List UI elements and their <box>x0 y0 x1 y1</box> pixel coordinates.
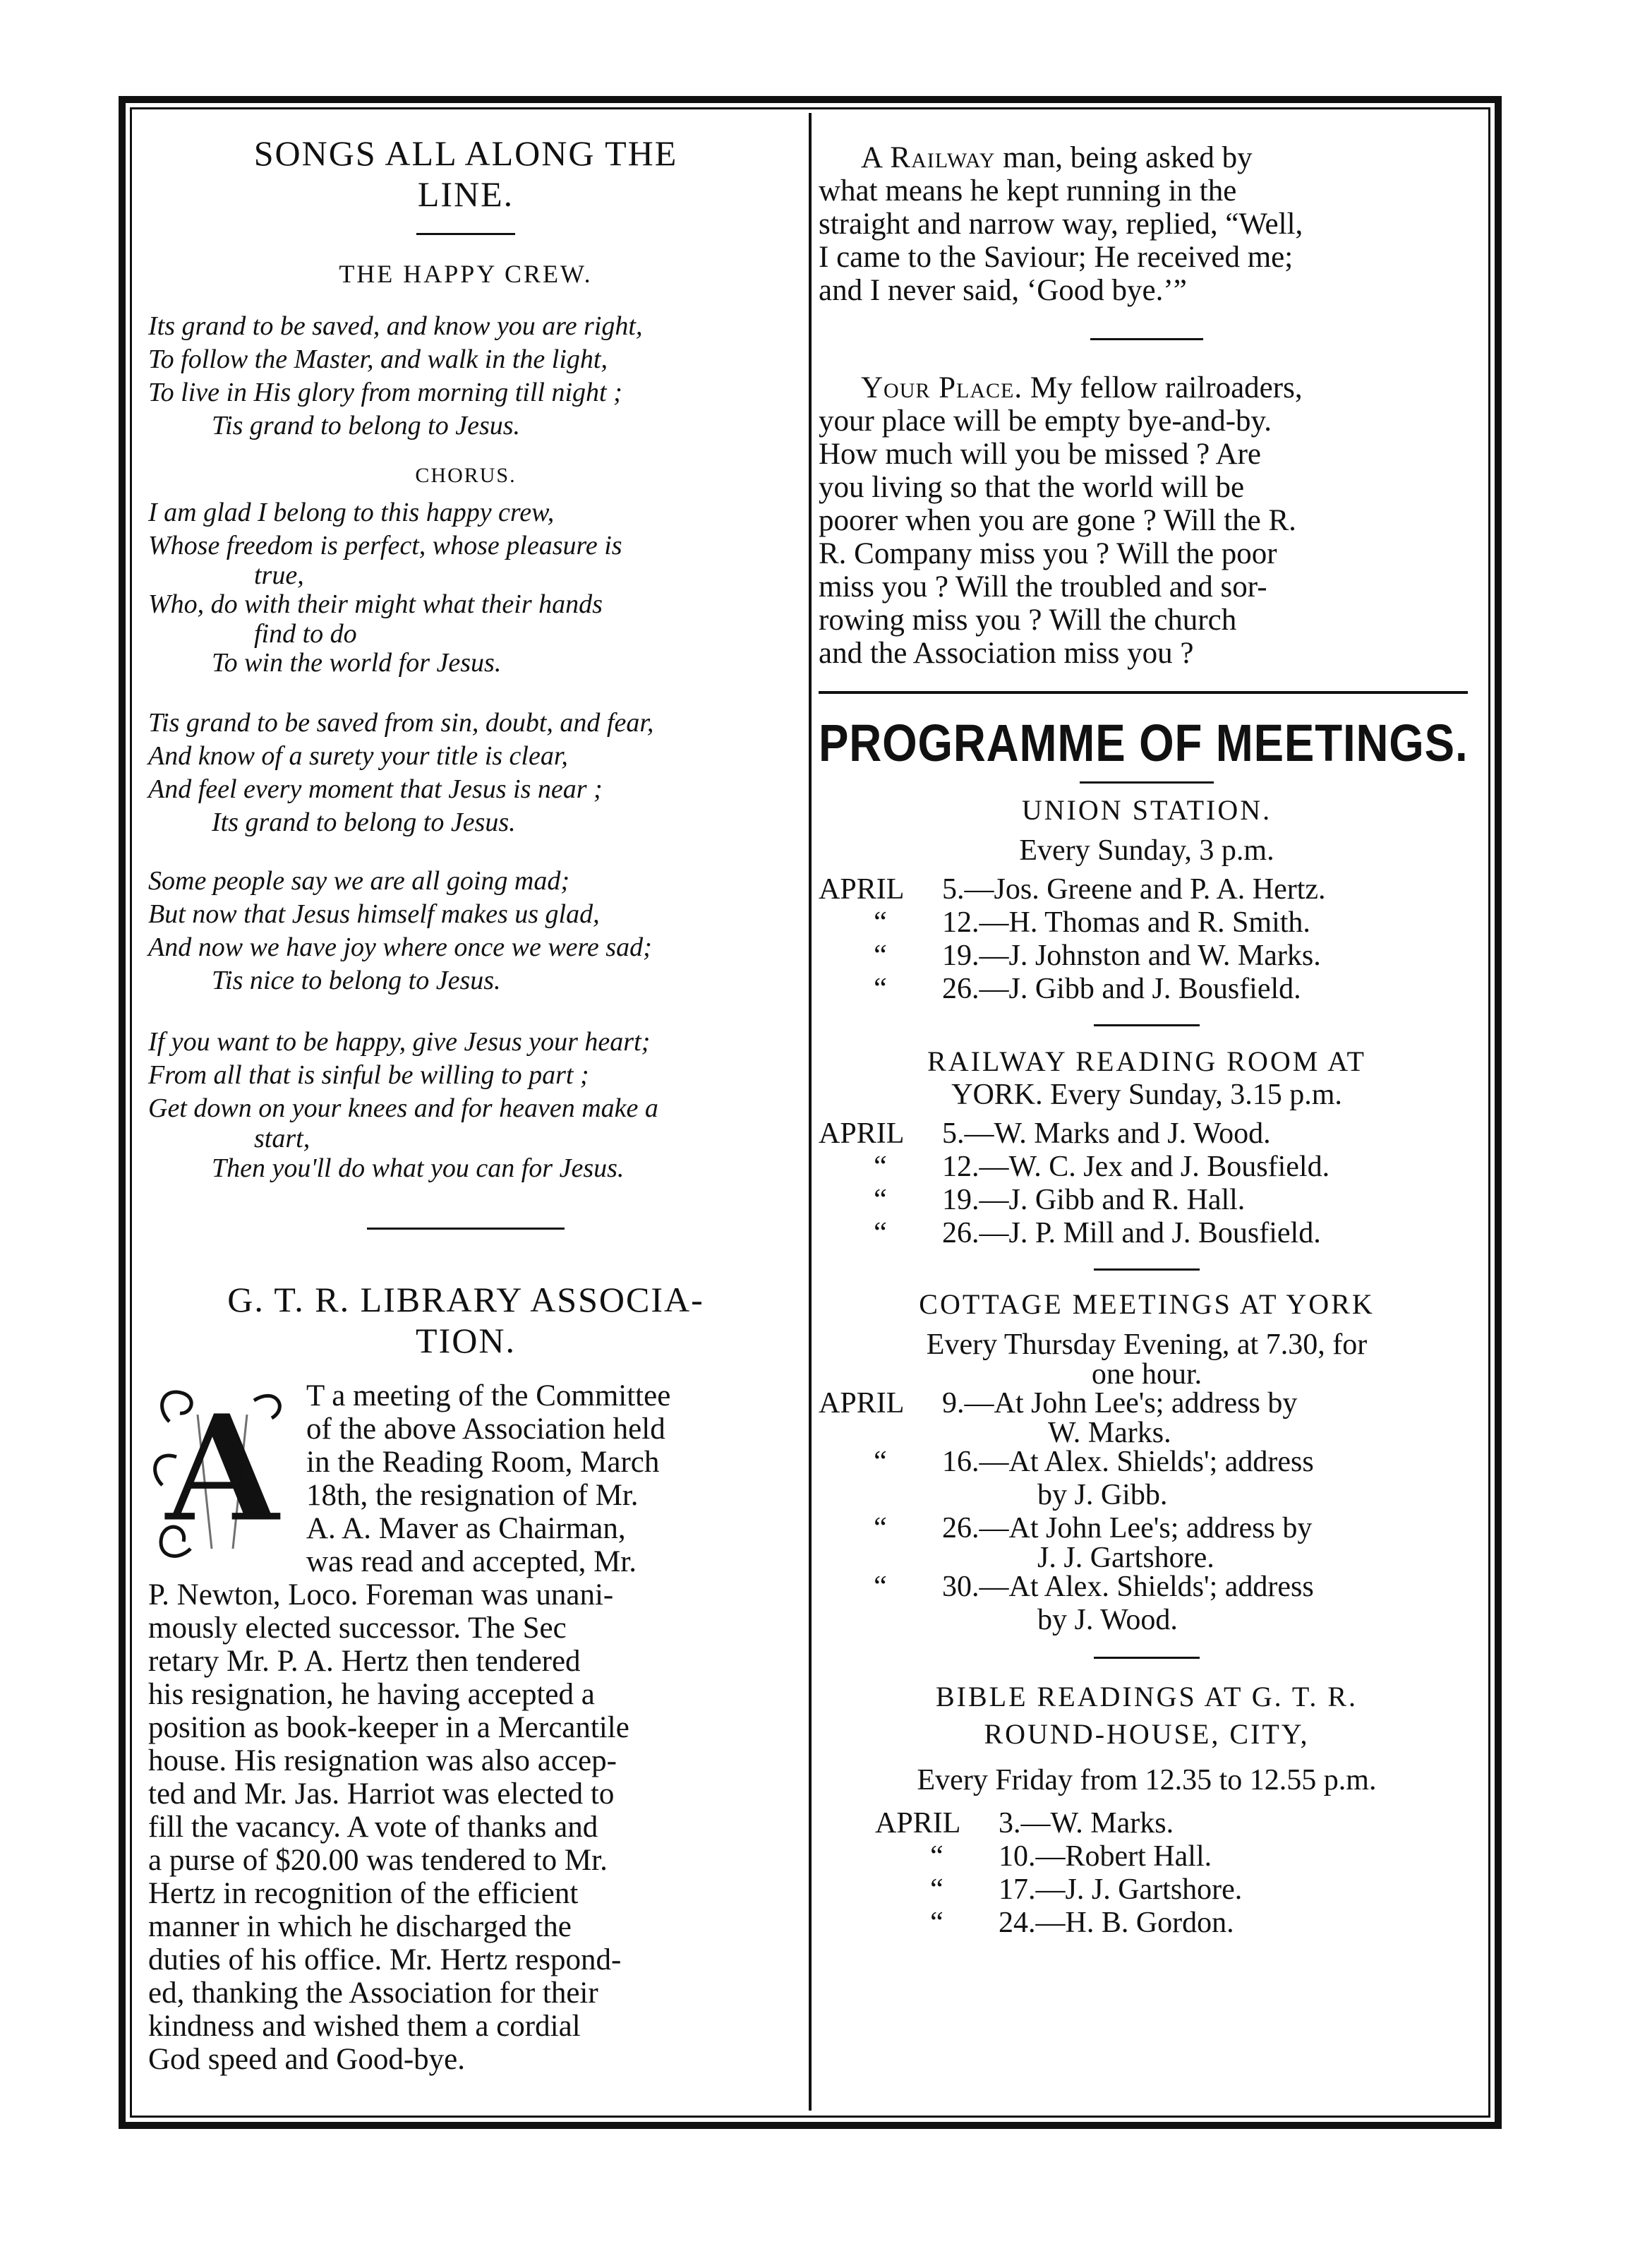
cottage-when-line1: Every Thursday Evening, at 7.30, for <box>926 1328 1368 1361</box>
verse-line: And know of a surety your title is clear, <box>148 741 568 771</box>
verse-line: From all that is sinful be willing to part ; <box>148 1060 589 1090</box>
bible-when: Every Friday from 12.35 to 12.55 p.m. <box>917 1764 1377 1796</box>
divider <box>367 1228 565 1230</box>
ditto-mark: “ <box>874 1151 887 1183</box>
programme-title: PROGRAMME OF MEETINGS. <box>819 714 1469 772</box>
bible-schedule <box>819 1807 1475 1940</box>
verse-line: find to do <box>254 619 357 649</box>
your-place-paragraph <box>819 371 1475 670</box>
songs-title-line1: SONGS ALL ALONG THE <box>253 133 678 173</box>
songs-subtitle: THE HAPPY CREW. <box>339 260 593 288</box>
paragraph-line: in the Reading Room, March <box>306 1446 660 1479</box>
paragraph-line: God speed and Good-bye. <box>148 2043 466 2076</box>
ornate-dropcap-icon <box>148 1379 296 1570</box>
schedule-entry: 19.—J. Johnston and W. Marks. <box>942 940 1321 972</box>
verse-line: Some people say we are all going mad; <box>148 866 569 896</box>
railway-man-paragraph <box>819 141 1475 307</box>
verse-line: Tis grand to be saved from sin, doubt, and fear, <box>148 708 654 738</box>
paragraph-line: duties of his office. Mr. Hertz respond- <box>148 1943 622 1976</box>
reading-room-title-line1: RAILWAY READING ROOM AT <box>927 1045 1366 1077</box>
paragraph-line: what means he kept running in the <box>819 174 1237 208</box>
paragraph-line: man, being asked by <box>995 141 1253 174</box>
ditto-mark: “ <box>874 1446 887 1478</box>
union-when: Every Sunday, 3 p.m. <box>1019 834 1274 867</box>
stanza-1 <box>148 310 783 443</box>
left-column <box>148 127 783 2076</box>
bible-title-line2: ROUND-HOUSE, CITY, <box>984 1718 1310 1750</box>
paragraph-line: rowing miss you ? Will the church <box>819 604 1237 637</box>
schedule-entry: 10.—Robert Hall. <box>999 1840 1212 1873</box>
stanza-3 <box>148 865 783 997</box>
verse-line: Tis nice to belong to Jesus. <box>212 966 501 995</box>
schedule-entry: 26.—At John Lee's; address by <box>942 1512 1313 1544</box>
right-column <box>819 127 1475 1940</box>
paragraph-line: T a meeting of the Committee <box>306 1379 671 1412</box>
paragraph-line: and the Association miss you ? <box>819 637 1194 670</box>
verse-line: Its grand to be saved, and know you are right, <box>148 311 643 341</box>
verse-line: To follow the Master, and walk in the light, <box>148 344 608 374</box>
paragraph-line: retary Mr. P. A. Hertz then tendered <box>148 1645 581 1678</box>
paragraph-line: kindness and wished them a cordial <box>148 2010 581 2043</box>
schedule-entry: 26.—J. Gibb and J. Bousfield. <box>942 973 1301 1005</box>
month-label: APRIL <box>819 873 905 906</box>
ditto-mark: “ <box>930 1873 943 1906</box>
divider <box>1094 1268 1200 1271</box>
verse-line: Get down on your knees and for heaven make a <box>148 1093 658 1123</box>
paragraph-line: poorer when you are gone ? Will the R. <box>819 504 1296 537</box>
paragraph-line: his resignation, he having accepted a <box>148 1678 595 1711</box>
paragraph-line: ted and Mr. Jas. Harriot was elected to <box>148 1777 615 1811</box>
schedule-entry: 5.—W. Marks and J. Wood. <box>942 1117 1271 1150</box>
paragraph-line: Hertz in recognition of the efficient <box>148 1877 579 1910</box>
verse-line: Then you'll do what you can for Jesus. <box>212 1153 625 1183</box>
bible-title-line1: BIBLE READINGS AT G. T. R. <box>935 1681 1358 1712</box>
schedule-entry: 19.—J. Gibb and R. Hall. <box>942 1184 1246 1216</box>
chorus <box>148 496 783 680</box>
schedule-entry: 12.—H. Thomas and R. Smith. <box>942 906 1310 939</box>
verse-line: If you want to be happy, give Jesus your heart; <box>148 1027 651 1057</box>
songs-title-line2: LINE. <box>417 174 514 214</box>
schedule-entry: 17.—J. J. Gartshore. <box>999 1873 1243 1906</box>
library-body <box>148 1379 783 2076</box>
reading-room-schedule <box>819 1117 1475 1250</box>
paragraph-line: P. Newton, Loco. Foreman was unani- <box>148 1578 614 1612</box>
union-schedule <box>819 873 1475 1006</box>
dropcap-letter: A <box>164 1381 280 1556</box>
paragraph-line: position as book-keeper in a Mercantile <box>148 1711 629 1744</box>
library-section <box>148 1279 783 2076</box>
library-title-line2: TION. <box>416 1321 516 1360</box>
verse-line: true, <box>254 560 304 590</box>
ditto-mark: “ <box>874 1512 887 1544</box>
paragraph-line: of the above Association held <box>306 1412 665 1446</box>
paragraph-line: miss you ? Will the troubled and sor- <box>819 570 1267 604</box>
your-place-section <box>819 371 1475 670</box>
full-rule <box>819 691 1468 694</box>
reading-room-section <box>819 1045 1475 1250</box>
library-title-line1: G. T. R. LIBRARY ASSOCIA- <box>227 1280 704 1319</box>
verse-line: And now we have joy where once we were sad; <box>148 932 652 962</box>
reading-room-title-line2: YORK. Every Sunday, 3.15 p.m. <box>951 1079 1342 1111</box>
lead-words: Your Place. <box>861 371 1023 404</box>
schedule-entry-cont: W. Marks. <box>1048 1417 1171 1449</box>
paragraph-line: A. A. Maver as Chairman, <box>306 1512 626 1545</box>
railway-man-section <box>819 141 1475 307</box>
schedule-entry: 3.—W. Marks. <box>999 1807 1174 1840</box>
paragraph-line: I came to the Saviour; He received me; <box>819 241 1294 274</box>
ditto-mark: “ <box>874 1217 887 1249</box>
paragraph-line: your place will be empty bye-and-by. <box>819 404 1272 438</box>
divider <box>1094 1024 1200 1026</box>
schedule-entry-cont: J. J. Gartshore. <box>1037 1542 1214 1574</box>
cottage-when-line2: one hour. <box>1091 1358 1202 1391</box>
paragraph-line: was read and accepted, Mr. <box>306 1545 637 1578</box>
schedule-entry: 26.—J. P. Mill and J. Bousfield. <box>942 1217 1321 1249</box>
verse-line: Its grand to belong to Jesus. <box>212 808 516 837</box>
divider <box>1090 338 1203 340</box>
month-label: APRIL <box>875 1807 961 1840</box>
verse-line: Who, do with their might what their hands <box>148 589 603 619</box>
songs-section <box>148 133 783 1185</box>
paragraph-line: a purse of $20.00 was tendered to Mr. <box>148 1844 608 1877</box>
paragraph-line: ed, thanking the Association for their <box>148 1976 598 2010</box>
union-title: UNION STATION. <box>1021 794 1272 826</box>
ditto-mark: “ <box>930 1840 943 1873</box>
cottage-title: COTTAGE MEETINGS AT YORK <box>919 1288 1375 1320</box>
ditto-mark: “ <box>930 1907 943 1939</box>
schedule-entry: 9.—At John Lee's; address by <box>942 1387 1298 1420</box>
paragraph-line: fill the vacancy. A vote of thanks and <box>148 1811 598 1844</box>
stanza-2 <box>148 707 783 839</box>
ditto-mark: “ <box>874 906 887 939</box>
verse-line: I am glad I belong to this happy crew, <box>148 498 555 527</box>
union-station-section <box>819 793 1475 1006</box>
paragraph-line: house. His resignation was also accep- <box>148 1744 617 1777</box>
month-label: APRIL <box>819 1387 905 1420</box>
schedule-entry-cont: by J. Gibb. <box>1037 1479 1168 1511</box>
verse-line: But now that Jesus himself makes us glad, <box>148 899 600 929</box>
schedule-entry: 24.—H. B. Gordon. <box>999 1907 1234 1939</box>
stanza-4 <box>148 1026 783 1185</box>
divider <box>1094 1657 1200 1659</box>
ditto-mark: “ <box>874 1571 887 1603</box>
column-divider <box>809 113 812 2111</box>
schedule-entry: 16.—At Alex. Shields'; address <box>942 1446 1314 1478</box>
cottage-section <box>819 1288 1475 1637</box>
ditto-mark: “ <box>874 973 887 1005</box>
ditto-mark: “ <box>874 940 887 972</box>
schedule-entry: 30.—At Alex. Shields'; address <box>942 1571 1314 1603</box>
verse-line: To live in His glory from morning till night ; <box>148 378 622 407</box>
verse-line: And feel every moment that Jesus is near ; <box>148 774 603 804</box>
schedule-entry: 5.—Jos. Greene and P. A. Hertz. <box>942 873 1326 906</box>
divider <box>416 233 515 235</box>
paragraph-line: you living so that the world will be <box>819 471 1245 504</box>
ditto-mark: “ <box>874 1184 887 1216</box>
verse-line: Whose freedom is perfect, whose pleasure is <box>148 531 622 560</box>
paragraph-line: How much will you be missed ? Are <box>819 438 1261 471</box>
chorus-label: CHORUS. <box>415 464 517 487</box>
paragraph-line: 18th, the resignation of Mr. <box>306 1479 639 1512</box>
paragraph-line: and I never said, ‘Good bye.’” <box>819 274 1187 307</box>
schedule-entry: 12.—W. C. Jex and J. Bousfield. <box>942 1151 1330 1183</box>
verse-line: To win the world for Jesus. <box>212 648 502 678</box>
divider <box>1080 781 1214 784</box>
schedule-entry-cont: by J. Wood. <box>1037 1604 1178 1636</box>
bible-readings-section <box>819 1680 1475 1940</box>
cottage-schedule <box>819 1387 1475 1637</box>
paragraph-line: R. Company miss you ? Will the poor <box>819 537 1277 570</box>
lead-words: A Railway <box>861 141 996 174</box>
verse-line: Tis grand to belong to Jesus. <box>212 411 521 440</box>
paragraph-line: My fellow railroaders, <box>1023 371 1303 404</box>
paragraph-line: mously elected successor. The Sec <box>148 1612 567 1645</box>
paragraph-line: straight and narrow way, replied, “Well, <box>819 208 1303 241</box>
verse-line: start, <box>254 1124 310 1153</box>
month-label: APRIL <box>819 1117 905 1150</box>
paragraph-line: manner in which he discharged the <box>148 1910 572 1943</box>
